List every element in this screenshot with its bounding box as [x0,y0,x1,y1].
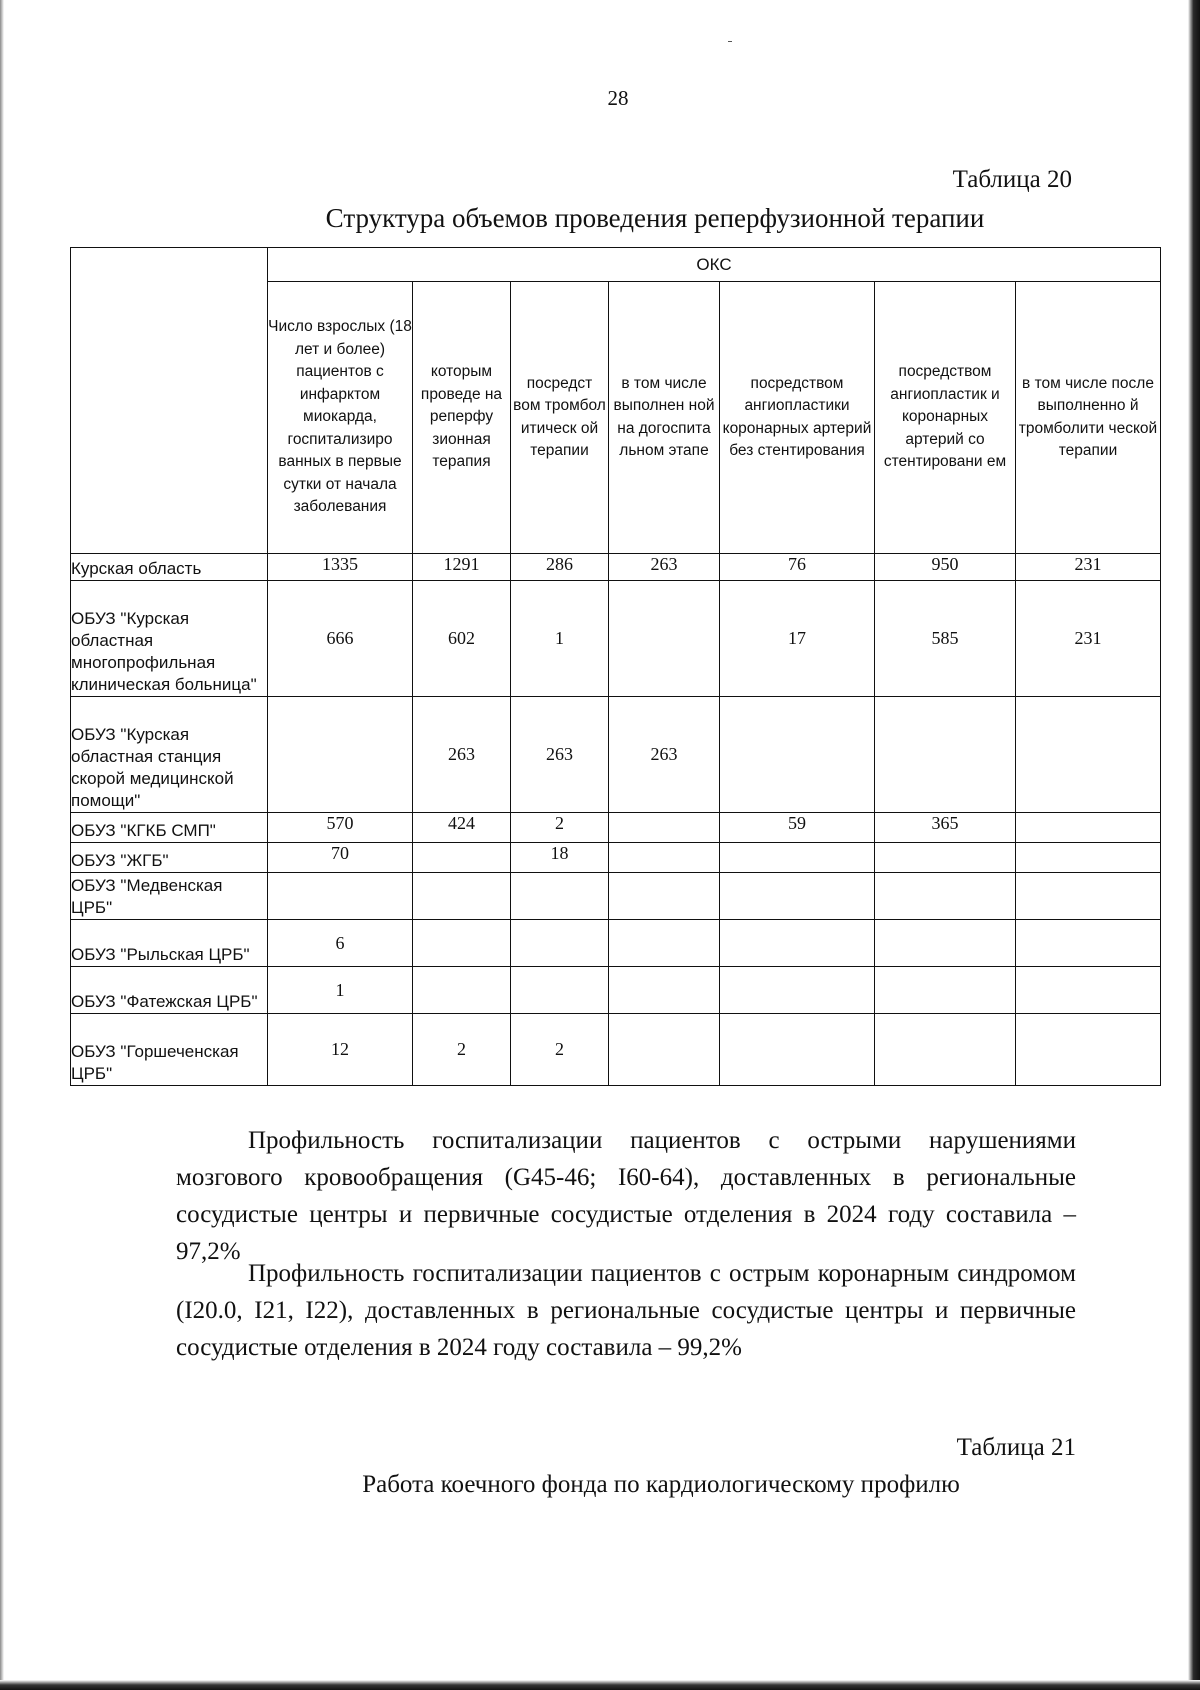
table-cell: 12 [268,1014,413,1086]
table-cell: 231 [1016,581,1161,697]
table-cell: 6 [268,920,413,967]
table-cell [1016,843,1161,873]
table-cell [609,581,720,697]
table-cell: 424 [413,813,511,843]
scan-edge-right [1188,0,1200,1690]
table-cell: 263 [609,697,720,813]
table-cell: 950 [875,554,1016,581]
table-cell [609,813,720,843]
table-cell: 59 [720,813,875,843]
reperfusion-table [70,247,1161,1086]
table-row [71,967,1161,1014]
table-cell: 1291 [413,554,511,581]
table-cell: 76 [720,554,875,581]
paragraph-acs-profile: Профильность госпитализации пациентов с острым коронарным синдромом (I20.0, I21, I22), доставленных в региональные сосудистые центры и первичные сосудистые отделения в 2024 году составила – 99,2% [176,1260,1076,1361]
column-header: Число взрослых (18 лет и более) пациентов с инфарктом миокарда, госпитализиро ванных в первые сутки от начала заболевания [268,282,413,554]
table-row [71,843,1161,873]
header-group-oks: ОКС [268,248,1161,282]
table-cell: 17 [720,581,875,697]
table-row [71,554,1161,581]
row-label: ОБУЗ "Рыльская ЦРБ" [71,920,268,967]
scan-edge-bottom [0,1680,1200,1690]
table-cell [875,843,1016,873]
table-row [71,873,1161,920]
column-header: в том числе выполнен ной на догоспита льном этапе [609,282,720,554]
table-cell [268,697,413,813]
table-cell: 666 [268,581,413,697]
table-cell [268,873,413,920]
table-cell [1016,967,1161,1014]
table-cell: 2 [413,1014,511,1086]
table-cell: 1 [268,967,413,1014]
table-cell [875,967,1016,1014]
row-label: ОБУЗ "Горшеченская ЦРБ" [71,1014,268,1086]
table-cell [511,967,609,1014]
table-20-title: Структура объемов проведения реперфузионной терапии [325,203,985,233]
row-label: ОБУЗ "КГКБ СМП" [71,813,268,843]
row-label: ОБУЗ "Фатежская ЦРБ" [71,967,268,1014]
table-cell: 2 [511,1014,609,1086]
table-21-label: Таблица 21 [956,1434,1076,1461]
table-cell [720,920,875,967]
scan-edge-left [0,0,4,1690]
table-cell: 1335 [268,554,413,581]
row-label: Курская область [71,554,268,581]
table-cell: 1 [511,581,609,697]
table-cell [511,873,609,920]
table-row [71,697,1161,813]
table-cell [875,920,1016,967]
table-cell [511,920,609,967]
row-label: ОБУЗ "Курская областная многопрофильная клиническая больница" [71,581,268,697]
header-group-row [71,248,1161,282]
table-cell: 286 [511,554,609,581]
table-cell [609,843,720,873]
scan-speck [728,41,732,42]
table-cell [720,697,875,813]
table-cell [609,920,720,967]
table-cell [720,1014,875,1086]
row-label: ОБУЗ "Курская областная станция скорой медицинской помощи" [71,697,268,813]
column-header: посредством ангиопластики коронарных артерий без стентирования [720,282,875,554]
table-cell: 70 [268,843,413,873]
table-cell [1016,920,1161,967]
table-cell [875,697,1016,813]
table-cell [1016,873,1161,920]
column-header: посредством ангиопластик и коронарных артерий со стентировани ем [875,282,1016,554]
table-cell: 263 [609,554,720,581]
page-number: 28 [607,86,629,110]
table-cell: 585 [875,581,1016,697]
table-cell [413,873,511,920]
table-cell: 263 [511,697,609,813]
row-label: ОБУЗ "ЖГБ" [71,843,268,873]
column-header: посредст вом тромбол итическ ой терапии [511,282,609,554]
row-label: ОБУЗ "Медвенская ЦРБ" [71,873,268,920]
table-cell [720,843,875,873]
table-cell [609,967,720,1014]
table-cell [609,1014,720,1086]
column-header: в том числе после выполненно й тромболити ческой терапии [1016,282,1161,554]
table-cell [1016,697,1161,813]
header-corner-cell [71,248,268,554]
table-cell [1016,813,1161,843]
table-cell: 18 [511,843,609,873]
table-cell: 2 [511,813,609,843]
table-cell [609,873,720,920]
table-20-label: Таблица 20 [952,166,1072,193]
table-cell [875,1014,1016,1086]
table-row [71,920,1161,967]
table-cell: 263 [413,697,511,813]
table-cell [720,873,875,920]
table-cell [413,843,511,873]
column-header: которым проведе на реперфу зионная терапия [413,282,511,554]
table-cell [413,920,511,967]
table-cell [875,873,1016,920]
table-cell: 602 [413,581,511,697]
table-row [71,813,1161,843]
table-cell: 231 [1016,554,1161,581]
table-cell: 570 [268,813,413,843]
table-cell [720,967,875,1014]
table-21-title: Работа коечного фонда по кардиологическому профилю [362,1471,960,1498]
table-row [71,581,1161,697]
paragraph-stroke-profile: Профильность госпитализации пациентов с острыми нарушениями мозгового кровообращения (G45-46; I60-64), доставленных в региональные сосудистые центры и первичные сосудистые отделения в 2024 году составила – 97,2% [176,1127,1076,1265]
table-cell [413,967,511,1014]
table-cell: 365 [875,813,1016,843]
table-row [71,1014,1161,1086]
table-cell [1016,1014,1161,1086]
